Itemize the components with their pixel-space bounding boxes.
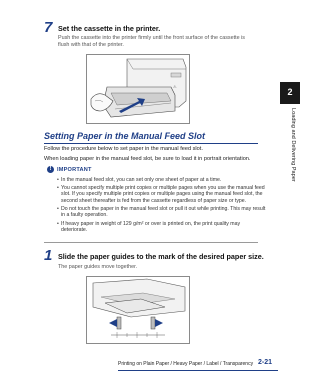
cassette-insert-illustration <box>86 54 190 124</box>
important-label: IMPORTANT <box>57 167 92 173</box>
bullet-1-line-1: In the manual feed slot, you can set only one sheet of paper at a time. <box>61 177 222 183</box>
bullet-3-line-1: Do not touch the paper in the manual feed slot or pull it out while printing. This may result <box>61 206 266 212</box>
printer-cassette-drawing <box>87 55 189 123</box>
bullet-2-line-3: second sheet thereafter is fed from the cassette regardless of paper size or type. <box>61 197 247 204</box>
bullet-dot: • <box>57 185 59 191</box>
step-7-description-line-1: Push the cassette into the printer firmly until the front surface of the cassette is <box>58 35 245 41</box>
bullet-4-line-2: deteriorate. <box>61 227 88 234</box>
step-1-title: Slide the paper guides to the mark of the desired paper size. <box>58 252 264 261</box>
chapter-tab <box>280 82 300 104</box>
bullet-4-line-1: If heavy paper in weight of 129 g/m² or over is printed on, the print quality may <box>61 221 241 227</box>
chapter-number: 2 <box>287 87 293 97</box>
step-7-title: Set the cassette in the printer. <box>58 24 161 33</box>
step-1-description: The paper guides move together. <box>58 264 138 270</box>
footer-rule <box>118 370 278 371</box>
footer-running-title: Printing on Plain Paper / Heavy Paper / Label / Transparency <box>118 361 254 367</box>
footer-page-number: 2-21 <box>258 359 273 366</box>
chapter-side-label: Loading and Delivering Paper <box>290 108 296 182</box>
important-bullet-1 <box>57 177 257 184</box>
paper-guides-illustration <box>86 276 190 344</box>
bullet-dot: • <box>57 206 59 212</box>
section-rule <box>44 143 258 144</box>
section-body-2: When loading paper in the manual feed slot, be sure to load it in portrait orientation. <box>44 156 251 162</box>
step-7-description-line-2: flush with that of the printer. <box>58 42 124 48</box>
important-bullet-4 <box>57 221 257 235</box>
important-bullet-3 <box>57 206 266 220</box>
section-body-1: Follow the procedure below to set paper in the manual feed slot. <box>44 146 203 152</box>
important-bullet-2 <box>57 185 265 205</box>
step-7-number: 7 <box>44 19 53 36</box>
svg-text:⚠: ⚠ <box>173 84 177 89</box>
section-title: Setting Paper in the Manual Feed Slot <box>44 131 206 141</box>
bullet-dot: • <box>57 221 59 227</box>
step-1-number: 1 <box>44 247 53 264</box>
bullet-3-line-2: in a faulty operation. <box>61 212 108 219</box>
bullet-2-line-1: You cannot specify multiple print copies or multiple pages when you use the manual feed <box>61 185 265 191</box>
bullet-dot: • <box>57 177 59 183</box>
important-icon: ! <box>47 166 54 173</box>
paper-guides-drawing <box>87 277 189 343</box>
divider <box>44 242 258 243</box>
bullet-2-line-2: slot. If you specify multiple print copies or multiple pages using the manual feed slot, the <box>61 191 263 198</box>
